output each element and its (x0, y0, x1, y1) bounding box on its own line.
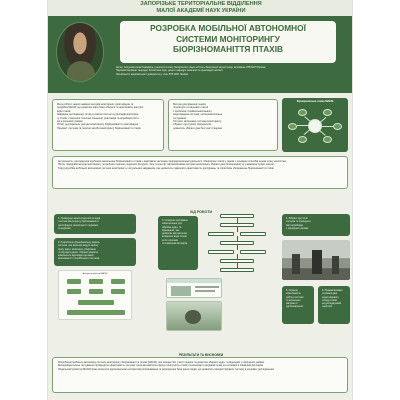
functional-diagram (282, 98, 348, 152)
poster-title (120, 21, 336, 63)
step-2: 2. Розроблено функціональну модель системи, яка включає модулі запису звуку, відео, живлення, зберігання та передачі даних. Обрано апаратні компоненти відповідно до вимог автономності та мобільності системи. (54, 238, 136, 266)
aim-line: Об'єкт дослідження: методи моніторингу біорізноманіття орнітофауни. (57, 123, 139, 127)
relevance-line: Проте традиційні методи моніторингу потребують значних людських ресурсів, часу та коштів. Автоматизовані системи дозволяють збирати дані безперервно та у важкодоступних місцях. (58, 163, 275, 167)
relevance-line: Актуальність: дослідження проблеми зменшення біорізноманіття птахів є важливою частиною природоохоронної діяльності. Моніторинг птахів є одним з основних способів оцінки стану екосистем. (58, 160, 287, 163)
results-line: Експериментальне тестування підтвердило ефективність системи: вона автоматично фіксує присутність птахів та визначає їх видовий склад за голосами й зовнішнім виглядом. (58, 364, 264, 368)
diagram-node (323, 109, 332, 116)
results-section (52, 357, 348, 393)
author-photo (56, 22, 104, 82)
title-line-1: РОЗРОБКА МОБІЛЬНОЇ АВТОНОМНОЇ (150, 23, 306, 33)
results-line: Розроблено мобільну автономну систему моніторингу біорізноманіття птахів (МАСМ), яка працює без участі людини та дозволяє збирати аудіо- та відеодані у природних умовах. (58, 361, 265, 364)
prototype-photo (282, 240, 350, 280)
algorithm-diagram-title: Алгоритм роботи МАСМ (82, 273, 108, 275)
results-title: РЕЗУЛЬТАТИ ТА ВИСНОВКИ (178, 353, 224, 357)
diagram-label: Функціональна схема МАСМ (296, 100, 334, 103)
methods-line: моделювання системи; експериментальне (173, 113, 223, 117)
methods-line: Гіпотеза: автономна система моніторингу, (173, 120, 222, 124)
diagram-node (298, 109, 307, 116)
poster (47, 0, 353, 400)
aim-line: ми в польових умовах. (57, 120, 84, 124)
title-line-2: СИСТЕМИ МОНІТОРИНГУ (176, 33, 280, 44)
diagram-node (298, 136, 307, 143)
methods-section (168, 99, 278, 151)
methods-line: дозволить збирати дані без участі людини. (173, 126, 223, 130)
results-line: Подальший розвиток МАСМ може включати вдосконалення алгоритмів розпізнавання та розширення бази даних видів, що дозволить використовувати систему в наукових дослідженнях. (58, 367, 275, 371)
title-line-3: БІОРІЗНОМАНІТТЯ ПТАХІВ (172, 44, 284, 54)
step-6: 6. Проаналізовано отримані дані щодо видового складу птахів на досліджуваній території. (318, 286, 350, 324)
step-1: 1. Проведено аналіз існуючих методів і систем моніторингу біорізноманіття орнітофауни, визначено їх переваги та недоліки. (54, 214, 136, 234)
methods-line: з проблеми; порівняльний аналіз; (173, 109, 213, 113)
algorithm-diagram (58, 270, 132, 320)
aim-line: розробка МАСМ, що дозволяє ефективно збирати та аналізувати дані про (57, 106, 144, 110)
diagram-node (288, 123, 297, 130)
aim-line: гу птахів, створення технічної концепції, реалізація та апробація систе- (57, 116, 140, 120)
aim-line: види птахів. (57, 109, 71, 113)
aim-line: Мета роботи: аналіз наявних методів моніторингу орнітофауни та (57, 103, 134, 106)
step-5: 5. Оцінено ефективність роботи системи та визначено напрями її удосконалення. (282, 286, 314, 324)
methods-line: літератури та наукових статей (173, 106, 209, 110)
aim-line: Завдання дослідження: огляд сучасних систем та приладів моніторин- (57, 113, 139, 117)
header-line-2: МАЛОЇ АКАДЕМІЇ НАУК УКРАЇНИ (156, 8, 246, 14)
step-4: 4. Зібрано прототип системи та проведено його апробацію у природних умовах. (282, 214, 350, 236)
methods-line: Методи дослідження: аналіз (173, 103, 206, 106)
process-left-column (54, 214, 136, 349)
step-3: 3. Створено програмне забезпечення для обробки аудіо- та відеоданих, яке дозволяє автоматично визначати види птахів за їх голосами та зовнішнім виглядом. (158, 216, 198, 270)
methods-line: зібрана з доступних компонентів, (173, 123, 212, 127)
process-right-column (282, 214, 350, 349)
aim-section (52, 99, 164, 151)
methods-line: тестування. (173, 116, 187, 120)
header (48, 0, 353, 16)
authors-line-3: Запорізького національного університету, член ЗТВ МАН України (116, 72, 189, 76)
software-screenshot (166, 278, 222, 298)
header-line-1: ЗАПОРІЗЬКЕ ТЕРИТОРІАЛЬНЕ ВІДДІЛЕННЯ (140, 1, 262, 7)
diagram-node (323, 136, 332, 143)
authors-line-1: Автор: Сопунова Анна Романівна, учениця 11 класу Запорізького ліцею «Логос» Запорізької міської ради, вихованка ЗТВ МАН України (116, 66, 266, 69)
process-title: ХІД РОБОТИ (189, 210, 213, 214)
diagram-center-node (308, 119, 322, 133)
authors-line-2: Науковий керівник: кандидат біологічних наук, доцент кафедри загальної та прикладної екології (116, 69, 223, 73)
aim-line: Предмет: система та технічні засоби моніторингу біорізноманіття птахів. (57, 126, 142, 130)
authors-block (116, 66, 348, 76)
relevance-section (52, 156, 348, 189)
diagram-node (333, 123, 342, 130)
relevance-line: Тому розробка мобільної автономної системи моніторингу є актуальним завданням, яке дозволить підвищити ефективність досліджень та сприятиме збереженню біорізноманіття птахів. (58, 166, 275, 170)
bird-photo (166, 301, 222, 331)
